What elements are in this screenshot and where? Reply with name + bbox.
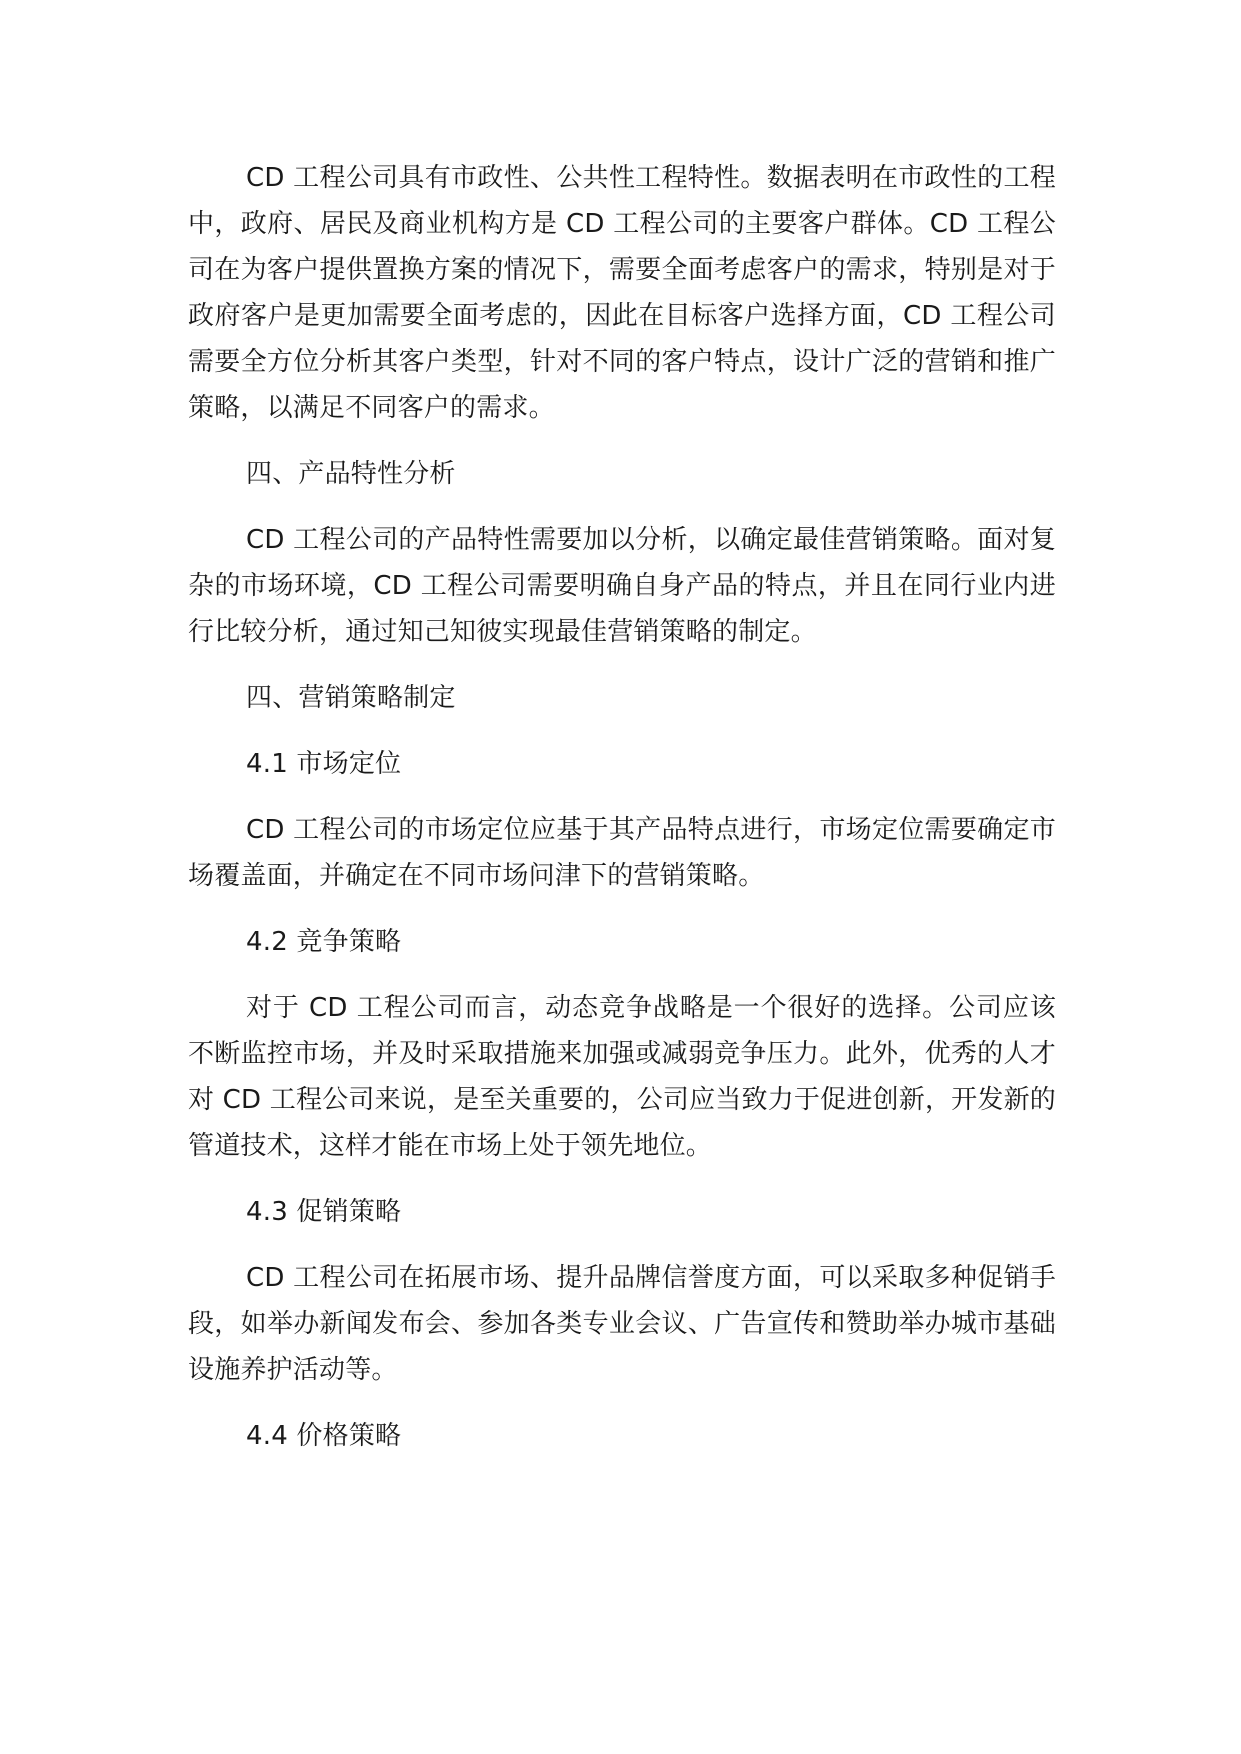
subsection-heading-market-positioning: 4.1 市场定位 bbox=[246, 749, 402, 779]
subsection-heading-competition-strategy: 4.2 竞争策略 bbox=[246, 927, 402, 957]
subsection-heading-promotion-strategy: 4.3 促销策略 bbox=[246, 1197, 402, 1227]
paragraph-market-positioning: CD 工程公司的市场定位应基于其产品特点进行，市场定位需要确定市场覆盖面，并确定在不同市场问津下的营销策略。 bbox=[188, 815, 1056, 891]
paragraph-target-customers: CD 工程公司具有市政性、公共性工程特性。数据表明在市政性的工程中，政府、居民及商业机构方是 CD 工程公司的主要客户群体。CD 工程公司在为客户提供置换方案的情况下，需要全面考虑客户的需求，特别是对于政府客户是更加需要全面考虑的，因此在目标客户选择方面，CD 工程公司需要全方位分析其客户类型，针对不同的客户特点，设计广泛的营销和推广策略，以满足不同客户的需求。 bbox=[188, 163, 1056, 423]
subsection-heading-pricing-strategy: 4.4 价格策略 bbox=[246, 1421, 402, 1451]
section-heading-marketing-strategy: 四、营销策略制定 bbox=[246, 683, 456, 713]
document-body bbox=[188, 155, 1056, 1479]
section-heading-product-analysis: 四、产品特性分析 bbox=[246, 459, 456, 489]
paragraph-competition-strategy: 对于 CD 工程公司而言，动态竞争战略是一个很好的选择。公司应该不断监控市场，并及时采取措施来加强或减弱竞争压力。此外，优秀的人才对 CD 工程公司来说，是至关重要的，公司应当致力于促进创新，开发新的管道技术，这样才能在市场上处于领先地位。 bbox=[188, 993, 1056, 1161]
paragraph-product-analysis: CD 工程公司的产品特性需要加以分析，以确定最佳营销策略。面对复杂的市场环境，CD 工程公司需要明确自身产品的特点，并且在同行业内进行比较分析，通过知己知彼实现最佳营销策略的制定。 bbox=[188, 525, 1056, 647]
paragraph-promotion-strategy: CD 工程公司在拓展市场、提升品牌信誉度方面，可以采取多种促销手段，如举办新闻发布会、参加各类专业会议、广告宣传和赞助举办城市基础设施养护活动等。 bbox=[188, 1263, 1056, 1385]
